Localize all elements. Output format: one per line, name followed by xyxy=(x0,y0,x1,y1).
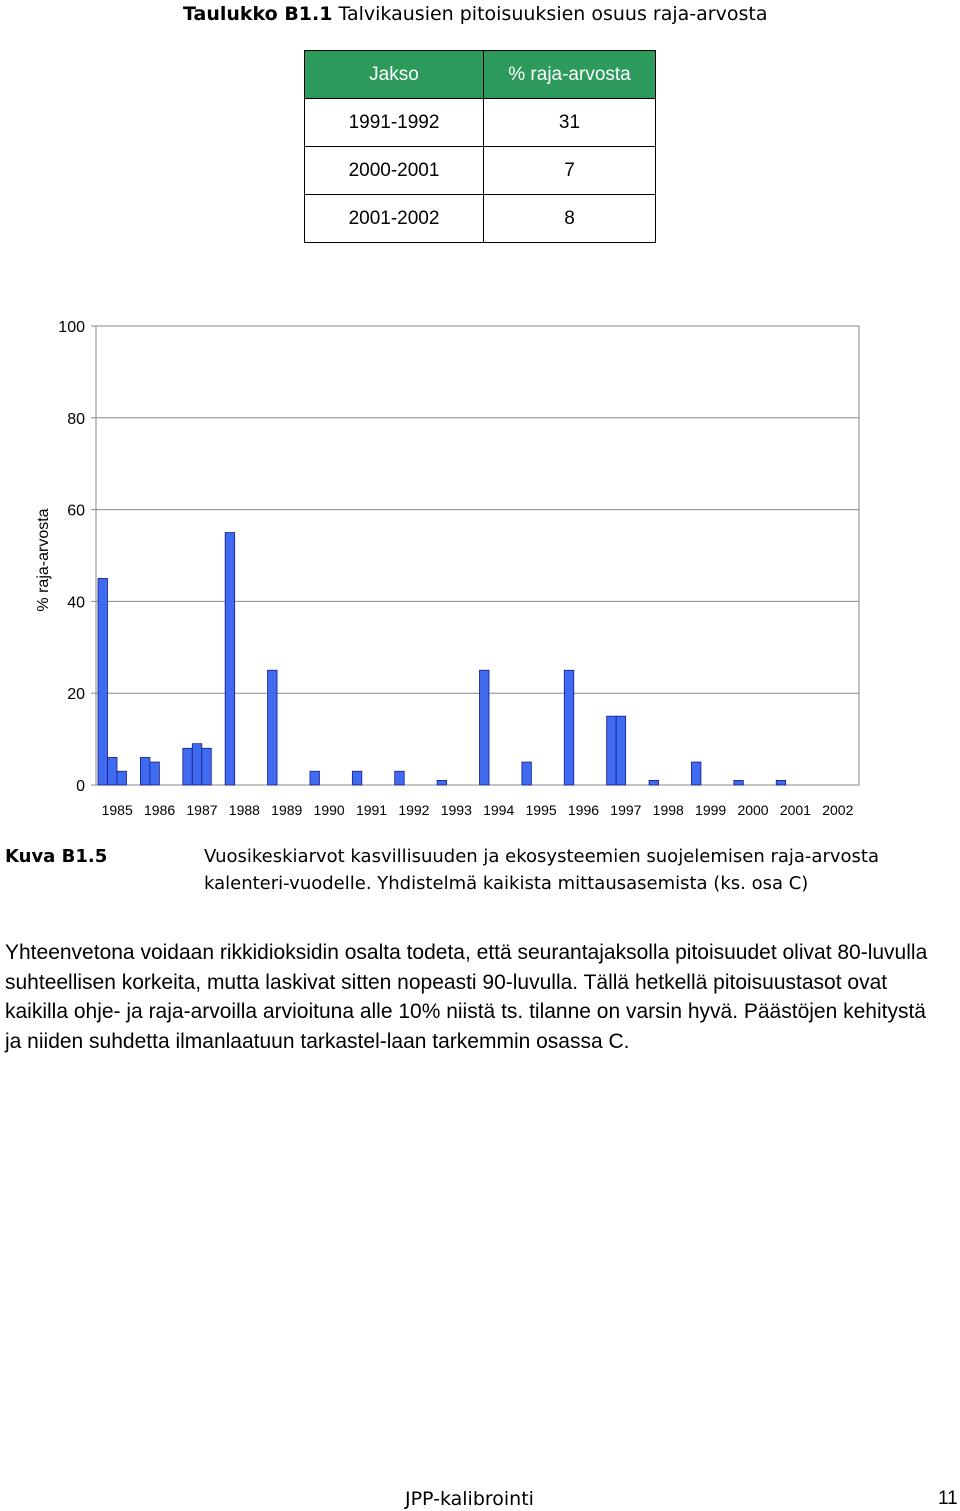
table-caption-text: Talvikausien pitoisuuksien osuus raja-arvosta xyxy=(338,3,768,25)
figure-caption-label-text: Kuva B1. xyxy=(5,846,95,867)
y-tick-label: 0 xyxy=(76,778,85,795)
bar xyxy=(310,771,320,785)
y-axis-label: % raja-arvosta xyxy=(35,508,52,612)
x-tick-label: 2001 xyxy=(779,802,811,818)
table-cell: 2001-2002 xyxy=(305,195,484,243)
bar xyxy=(150,762,160,785)
y-tick-label: 60 xyxy=(67,502,85,520)
bar xyxy=(108,757,118,785)
body-paragraph: Yhteenvetona voidaan rikkidioksidin osalta todeta, että seurantajaksolla pitoisuudet olivat 80-luvulla suhteellisen korkeita, mutta laskivat sitten nopeasti 90-luvulla. Tällä hetkellä pitoisuustasot ovat kaikilla ohje- ja raja-arvoilla arvioituna alle 10% niistä ts. tilanne on varsin hyvä. Päästöjen kehitystä ja niiden suhdetta ilmanlaatuun tarkastel-laan tarkemmin osassa C. xyxy=(5,941,928,1053)
x-tick-label: 1992 xyxy=(398,802,430,818)
page-number: 11 xyxy=(938,1488,958,1509)
x-tick-label: 2000 xyxy=(737,802,769,818)
x-tick-label: 1999 xyxy=(695,802,727,818)
table-row xyxy=(305,99,656,147)
bar xyxy=(616,716,626,785)
table-cell: 8 xyxy=(484,195,656,243)
x-tick-label: 1985 xyxy=(101,802,133,818)
bar xyxy=(480,670,490,785)
x-tick-label: 1997 xyxy=(610,802,642,818)
x-tick-label: 1998 xyxy=(652,802,684,818)
y-tick-label: 100 xyxy=(58,319,85,336)
bar xyxy=(607,716,617,785)
bar xyxy=(437,780,447,785)
table-caption-label: Taulukko B1. xyxy=(183,3,320,25)
bar xyxy=(691,762,701,785)
x-tick-label: 2002 xyxy=(822,802,854,818)
table-caption xyxy=(183,3,767,25)
bar xyxy=(395,771,405,785)
figure-caption-text: Vuosikeskiarvot kasvillisuuden ja ekosysteemien suojelemisen raja-arvosta kalenteri-vuodelle. Yhdistelmä kaikista mittausasemista (ks. osa C) xyxy=(204,846,879,894)
x-tick-label: 1990 xyxy=(313,802,345,818)
x-tick-label: 1994 xyxy=(483,802,515,818)
y-tick-label: 20 xyxy=(67,686,85,704)
x-tick-label: 1991 xyxy=(355,802,388,818)
bar xyxy=(140,757,150,785)
x-tick-label: 1993 xyxy=(440,802,472,818)
bar xyxy=(649,780,659,785)
footer-title: JPP-kalibrointi xyxy=(405,1488,534,1510)
bar xyxy=(117,771,127,785)
table-cell: 2000-2001 xyxy=(305,147,484,195)
data-table xyxy=(304,50,656,243)
bar xyxy=(776,780,786,785)
table-header-row xyxy=(305,51,656,99)
bar xyxy=(352,771,362,785)
table-caption-number: 1 xyxy=(319,3,333,25)
table-header-cell: Jakso xyxy=(305,51,484,99)
figure-caption-number: 5 xyxy=(94,846,108,867)
bar-chart xyxy=(0,310,960,830)
x-tick-label: 1995 xyxy=(525,802,557,818)
x-tick-label: 1989 xyxy=(271,802,303,818)
bar xyxy=(225,533,235,785)
bar xyxy=(522,762,532,785)
x-tick-label: 1988 xyxy=(228,802,260,818)
bar xyxy=(564,670,574,785)
table-row xyxy=(305,195,656,243)
x-tick-label: 1996 xyxy=(567,802,600,818)
table-cell: 7 xyxy=(484,147,656,195)
y-tick-label: 40 xyxy=(67,594,85,612)
table-cell: 1991-1992 xyxy=(305,99,484,147)
bar xyxy=(98,578,108,785)
table-header-cell: % raja-arvosta xyxy=(484,51,656,99)
bar xyxy=(268,670,278,785)
figure-caption-label xyxy=(5,843,107,870)
bar xyxy=(202,748,212,785)
y-tick-label: 80 xyxy=(67,410,85,428)
x-tick-label: 1986 xyxy=(144,802,176,818)
bar xyxy=(734,780,744,785)
bar xyxy=(192,744,202,785)
table-cell: 31 xyxy=(484,99,656,147)
plot-area xyxy=(96,326,859,785)
bar xyxy=(183,748,193,785)
x-tick-label: 1987 xyxy=(186,802,218,818)
figure-caption xyxy=(5,843,924,897)
table-row xyxy=(305,147,656,195)
